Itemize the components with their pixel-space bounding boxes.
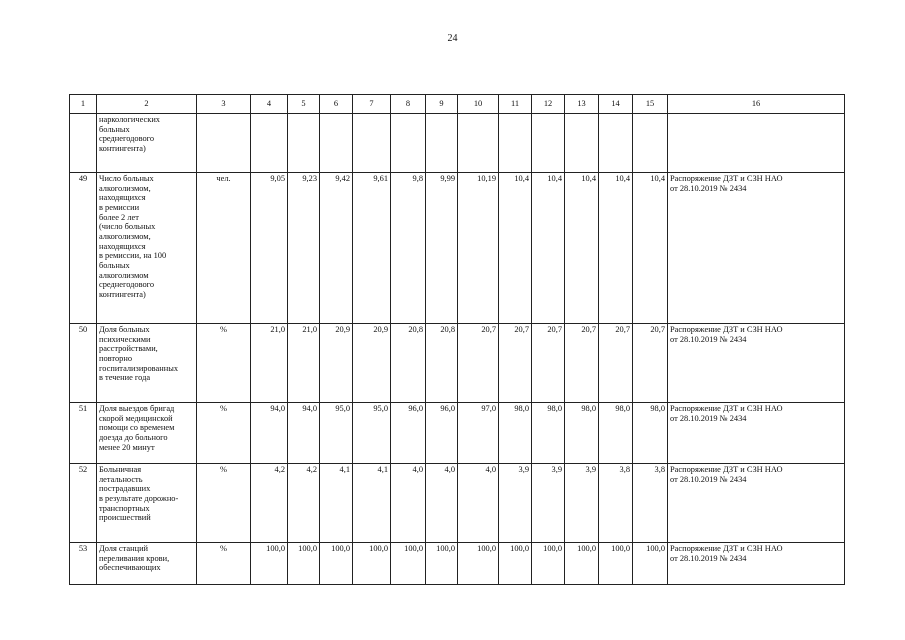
value-cell: 4,2: [251, 464, 288, 543]
row-number: 52: [70, 464, 97, 543]
column-number-row: [70, 95, 845, 114]
value-cell: 100,0: [565, 543, 599, 585]
value-cell: 97,0: [458, 403, 499, 464]
indicator-name: [97, 543, 197, 585]
source-cell: [668, 543, 845, 585]
value-cell: 100,0: [499, 543, 532, 585]
value-cell: 100,0: [599, 543, 633, 585]
value-cell: [458, 114, 499, 173]
unit-cell: чел.: [197, 173, 251, 324]
unit-cell: %: [197, 543, 251, 585]
row-number: 50: [70, 324, 97, 403]
value-cell: 3,9: [565, 464, 599, 543]
value-cell: 20,7: [633, 324, 668, 403]
indicators-table: [69, 94, 845, 585]
table-row: [70, 324, 845, 403]
row-number: 53: [70, 543, 97, 585]
value-cell: 4,1: [353, 464, 391, 543]
value-cell: 10,4: [633, 173, 668, 324]
value-cell: 98,0: [565, 403, 599, 464]
indicator-name-line: транспортных: [99, 503, 150, 513]
value-cell: 10,4: [565, 173, 599, 324]
page-number: 24: [447, 33, 458, 44]
value-cell: 9,99: [426, 173, 458, 324]
column-number: 5: [288, 95, 320, 114]
indicator-name-line: психическими: [99, 334, 151, 344]
source-line: Распоряжение ДЗТ и СЗН НАО: [670, 174, 783, 183]
column-number: 11: [499, 95, 532, 114]
indicator-name-line: среднегодового: [99, 280, 155, 290]
indicator-name-line: алкоголизмом,: [99, 183, 151, 193]
value-cell: 4,0: [391, 464, 426, 543]
column-number: 9: [426, 95, 458, 114]
source-line: Распоряжение ДЗТ и СЗН НАО: [670, 544, 783, 553]
value-cell: 96,0: [426, 403, 458, 464]
value-cell: 20,8: [426, 324, 458, 403]
table-row: [70, 464, 845, 543]
value-cell: 98,0: [499, 403, 532, 464]
value-cell: 95,0: [353, 403, 391, 464]
indicator-name-line: скорой медицинской: [99, 413, 173, 423]
source-cell: [668, 114, 845, 173]
value-cell: 94,0: [251, 403, 288, 464]
column-number: 13: [565, 95, 599, 114]
row-number: 49: [70, 173, 97, 324]
value-cell: 21,0: [251, 324, 288, 403]
table-row: [70, 173, 845, 324]
indicator-name-line: контингента): [99, 143, 146, 153]
value-cell: 9,61: [353, 173, 391, 324]
indicator-name-line: алкоголизмом,: [99, 231, 151, 241]
indicator-name-line: Доля выездов бригад: [99, 404, 175, 413]
indicator-name-line: Доля больных: [99, 325, 150, 334]
indicator-name-line: в течение года: [99, 373, 151, 383]
source-line: Распоряжение ДЗТ и СЗН НАО: [670, 325, 783, 334]
source-line: от 28.10.2019 № 2434: [670, 183, 747, 193]
value-cell: 4,1: [320, 464, 353, 543]
value-cell: [599, 114, 633, 173]
value-cell: 9,42: [320, 173, 353, 324]
indicator-name-line: помощи со временем: [99, 423, 175, 433]
indicator-name-line: в результате дорожно-: [99, 493, 179, 503]
value-cell: [565, 114, 599, 173]
indicator-name-line: расстройствами,: [99, 344, 158, 354]
value-cell: 20,9: [320, 324, 353, 403]
indicator-name-line: повторно: [99, 353, 133, 363]
value-cell: 100,0: [633, 543, 668, 585]
value-cell: 9,8: [391, 173, 426, 324]
value-cell: 4,0: [426, 464, 458, 543]
indicator-name: [97, 464, 197, 543]
column-number: 8: [391, 95, 426, 114]
value-cell: 20,9: [353, 324, 391, 403]
source-cell: [668, 324, 845, 403]
value-cell: 96,0: [391, 403, 426, 464]
indicator-name-line: обеспечивающих: [99, 563, 161, 573]
source-cell: [668, 173, 845, 324]
value-cell: 4,0: [458, 464, 499, 543]
indicator-name: [97, 114, 197, 173]
indicator-name-line: больных: [99, 260, 130, 270]
value-cell: 20,7: [532, 324, 565, 403]
value-cell: [633, 114, 668, 173]
source-line: от 28.10.2019 № 2434: [670, 334, 747, 344]
column-number: 15: [633, 95, 668, 114]
indicator-name-line: переливания крови,: [99, 553, 170, 563]
column-number: 4: [251, 95, 288, 114]
value-cell: 10,4: [499, 173, 532, 324]
column-number: 1: [70, 95, 97, 114]
indicator-name-line: контингента): [99, 289, 146, 299]
indicator-name-line: наркологических: [99, 115, 160, 124]
indicator-name-line: среднегодового: [99, 134, 155, 144]
value-cell: 10,19: [458, 173, 499, 324]
value-cell: 20,7: [499, 324, 532, 403]
value-cell: [320, 114, 353, 173]
value-cell: [532, 114, 565, 173]
column-number: 10: [458, 95, 499, 114]
value-cell: 100,0: [458, 543, 499, 585]
indicator-name-line: происшествий: [99, 513, 151, 523]
value-cell: 20,7: [458, 324, 499, 403]
indicator-name-line: находящихся: [99, 241, 146, 251]
value-cell: 20,7: [599, 324, 633, 403]
table-row: [70, 543, 845, 585]
source-line: от 28.10.2019 № 2434: [670, 474, 747, 484]
indicator-name-line: находящихся: [99, 193, 146, 203]
table-row: [70, 114, 845, 173]
source-cell: [668, 464, 845, 543]
value-cell: 95,0: [320, 403, 353, 464]
value-cell: 20,8: [391, 324, 426, 403]
source-line: Распоряжение ДЗТ и СЗН НАО: [670, 465, 783, 474]
value-cell: 3,8: [599, 464, 633, 543]
value-cell: 100,0: [353, 543, 391, 585]
value-cell: [426, 114, 458, 173]
row-number: [70, 114, 97, 173]
value-cell: 98,0: [532, 403, 565, 464]
indicator-name-line: (число больных: [99, 222, 156, 232]
indicator-name-line: пострадавших: [99, 484, 151, 494]
value-cell: [353, 114, 391, 173]
value-cell: 100,0: [288, 543, 320, 585]
indicator-name-line: доезда до больного: [99, 432, 168, 442]
indicator-name-line: менее 20 минут: [99, 442, 155, 452]
value-cell: 3,8: [633, 464, 668, 543]
column-number: 12: [532, 95, 565, 114]
value-cell: 100,0: [532, 543, 565, 585]
column-number: 14: [599, 95, 633, 114]
value-cell: [391, 114, 426, 173]
value-cell: [251, 114, 288, 173]
source-line: от 28.10.2019 № 2434: [670, 553, 747, 563]
value-cell: [288, 114, 320, 173]
unit-cell: %: [197, 464, 251, 543]
column-number: 6: [320, 95, 353, 114]
indicator-name-line: алкоголизмом: [99, 270, 149, 280]
indicator-name: [97, 324, 197, 403]
indicator-name-line: Число больных: [99, 174, 154, 183]
indicator-name-line: летальность: [99, 474, 143, 484]
column-number: 2: [97, 95, 197, 114]
value-cell: 10,4: [599, 173, 633, 324]
value-cell: 3,9: [499, 464, 532, 543]
column-number: 3: [197, 95, 251, 114]
value-cell: 100,0: [426, 543, 458, 585]
value-cell: 4,2: [288, 464, 320, 543]
unit-cell: %: [197, 403, 251, 464]
value-cell: 21,0: [288, 324, 320, 403]
indicator-name-line: в ремиссии: [99, 202, 140, 212]
value-cell: 9,05: [251, 173, 288, 324]
indicator-name-line: в ремиссии, на 100: [99, 251, 167, 261]
column-number: 16: [668, 95, 845, 114]
value-cell: 3,9: [532, 464, 565, 543]
indicator-name-line: Больничная: [99, 465, 142, 474]
row-number: 51: [70, 403, 97, 464]
indicator-name: [97, 403, 197, 464]
source-line: от 28.10.2019 № 2434: [670, 413, 747, 423]
value-cell: 100,0: [251, 543, 288, 585]
value-cell: 98,0: [633, 403, 668, 464]
unit-cell: [197, 114, 251, 173]
value-cell: 10,4: [532, 173, 565, 324]
value-cell: 94,0: [288, 403, 320, 464]
indicator-name-line: госпитализированных: [99, 363, 179, 373]
indicator-name-line: Доля станций: [99, 544, 149, 553]
indicator-name-line: больных: [99, 124, 130, 134]
indicator-name: [97, 173, 197, 324]
column-number: 7: [353, 95, 391, 114]
source-line: Распоряжение ДЗТ и СЗН НАО: [670, 404, 783, 413]
table-row: [70, 403, 845, 464]
value-cell: 9,23: [288, 173, 320, 324]
value-cell: [499, 114, 532, 173]
value-cell: 98,0: [599, 403, 633, 464]
value-cell: 100,0: [320, 543, 353, 585]
indicator-name-line: более 2 лет: [99, 212, 139, 222]
source-cell: [668, 403, 845, 464]
unit-cell: %: [197, 324, 251, 403]
value-cell: 20,7: [565, 324, 599, 403]
value-cell: 100,0: [391, 543, 426, 585]
